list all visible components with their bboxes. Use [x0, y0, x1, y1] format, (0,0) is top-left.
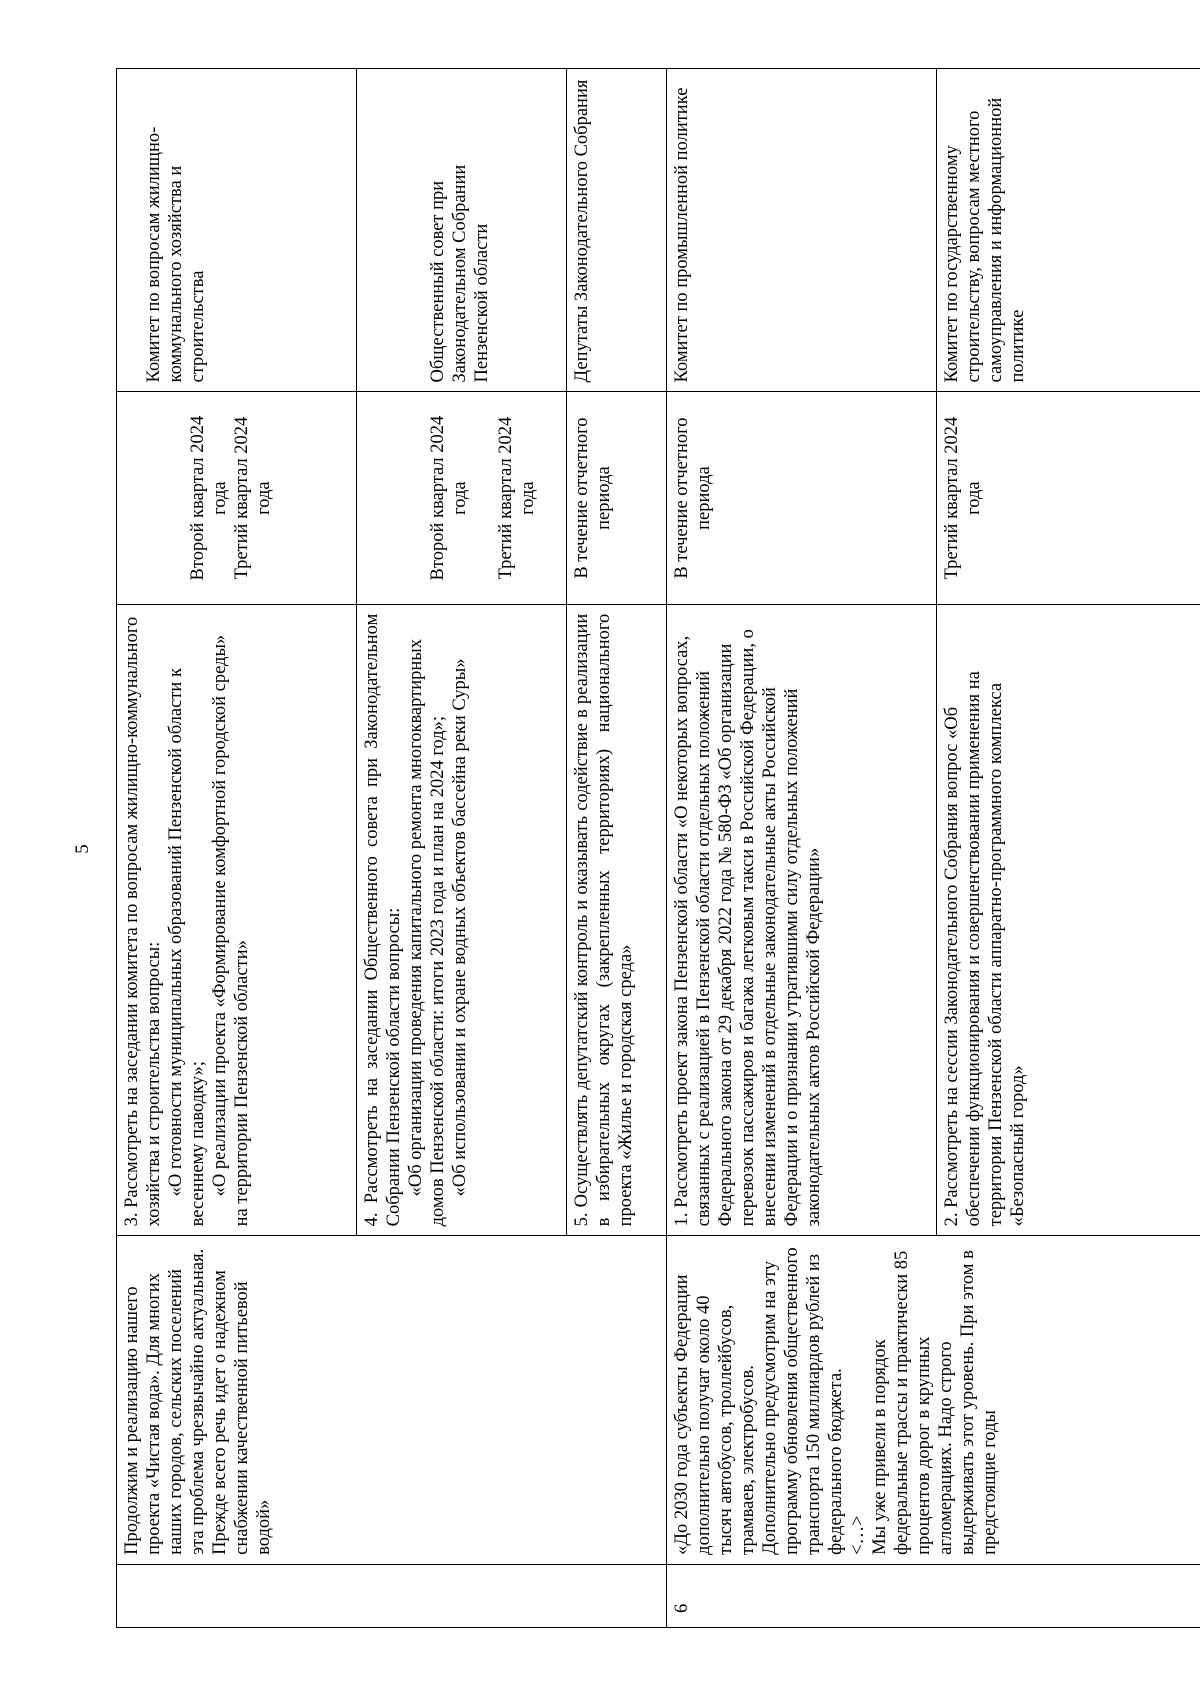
event-text: 2. Рассмотреть на сессии Законодательного Собрания вопрос «Об обеспечении функционирования и совершенствовании применения на территории Пензенской области аппаратно-программного комплекса «Безопасный город»	[942, 671, 1028, 1227]
event-text: 4. Рассмотреть на заседании Общественного совета при Законодательном Собрании Пензенской области вопросы:	[362, 613, 404, 1227]
responsible-cell	[567, 69, 667, 392]
table-row	[667, 69, 937, 1628]
plan-table	[116, 68, 1200, 1628]
table-row	[117, 69, 357, 1628]
responsible-cell	[117, 69, 357, 392]
term-text: Второй квартал 2024 года	[188, 415, 230, 581]
term-cell	[117, 392, 357, 604]
quote-cell	[117, 1236, 667, 1564]
event-cell	[117, 604, 357, 1236]
term-text: В течение отчетного периода	[572, 417, 614, 579]
term-cell	[567, 392, 667, 604]
quote-text: «До 2030 года субъекты Федерации дополнительно получат около 40 тысяч автобусов, троллейбусов, трамваев, электробусов. Дополнительно предусмотрим на эту программу обновления общественного транспорта 150 миллиардов рублей из федерального бюджета.	[672, 1247, 846, 1555]
event-cell	[937, 604, 1200, 1236]
responsible-text: Комитет по государственному строительству, вопросам местного самоуправления и информационной политике	[942, 97, 1028, 383]
responsible-cell	[357, 69, 567, 392]
event-text: «О готовности муниципальных образований Пензенской области к весеннему паводку»;	[166, 668, 208, 1227]
row-number: 6	[667, 1564, 1200, 1627]
quote-cell	[667, 1236, 1200, 1564]
quote-text: Продолжим и реализацию нашего проекта «Чистая вода». Для многих наших городов, сельских поселений эта проблема чрезвычайно актуальная. Прежде всего речь идет о надежном снабжении качественной питьевой водой»	[122, 1248, 274, 1555]
event-text: 1. Рассмотреть проект закона Пензенской области «О некоторых вопросах, связанных с реализацией в Пензенской области отдельных положений Федерального закона от 29 декабря 2022 года № 580-ФЗ «Об организации перевозок пассажиров и багажа легковым такси в Российской Федерации, о внесении изменений в отдельные законодательные акты Российской Федерации и о признании утратившими силу отдельных положений законодательных актов Российской Федерации»	[672, 629, 824, 1227]
term-text: Третий квартал 2024 года	[942, 416, 984, 580]
term-text: Третий квартал 2024 года	[232, 416, 274, 580]
term-cell	[667, 392, 937, 604]
quote-text: Мы уже привели в порядок федеральные трассы и практически 85 процентов дорог в крупных агломерациях. Надо строго выдерживать этот уровень. При этом в предстоящие годы	[870, 1250, 1000, 1555]
event-cell	[567, 604, 667, 1236]
term-text: В течение отчетного периода	[672, 417, 714, 579]
page-number: 5	[71, 844, 93, 854]
event-cell	[667, 604, 937, 1236]
responsible-text: Комитет по промышленной политике	[672, 87, 692, 383]
responsible-cell	[937, 69, 1200, 392]
event-text: «О реализации проекта «Формирование комфортной городской среды» на территории Пензенской области»	[210, 634, 252, 1227]
quote-text: <…>	[848, 1515, 868, 1555]
responsible-text: Комитет по вопросам жилищно-коммунального хозяйства и строительства	[144, 126, 208, 383]
term-cell	[937, 392, 1200, 604]
term-text: Третий квартал 2024 года	[496, 416, 538, 580]
event-text: 3. Рассмотреть на заседании комитета по вопросам жилищно-коммунального хозяйства и строительства вопросы:	[122, 616, 164, 1227]
responsible-text: Общественный совет при Законодательном Собрании Пензенской области	[428, 164, 492, 383]
responsible-cell	[667, 69, 937, 392]
row-number	[117, 1564, 667, 1627]
event-cell	[357, 604, 567, 1236]
term-text: Второй квартал 2024 года	[428, 415, 470, 581]
responsible-text: Депутаты Законодательного Собрания	[572, 79, 592, 383]
rotated-page	[116, 68, 1200, 1628]
term-cell	[357, 392, 567, 604]
event-text: «Об использовании и охране водных объектов бассейна реки Суры»	[450, 658, 470, 1197]
event-text: 5. Осуществлять депутатский контроль и оказывать содействие в реализации в избирательных округах (закрепленных территориях) национального проекта «Жилье и городская среда»	[572, 613, 636, 1227]
event-text: «Об организации проведения капитального ремонта многоквартирных домов Пензенской области: итоги 2023 года и план на 2024 год»;	[406, 639, 448, 1227]
